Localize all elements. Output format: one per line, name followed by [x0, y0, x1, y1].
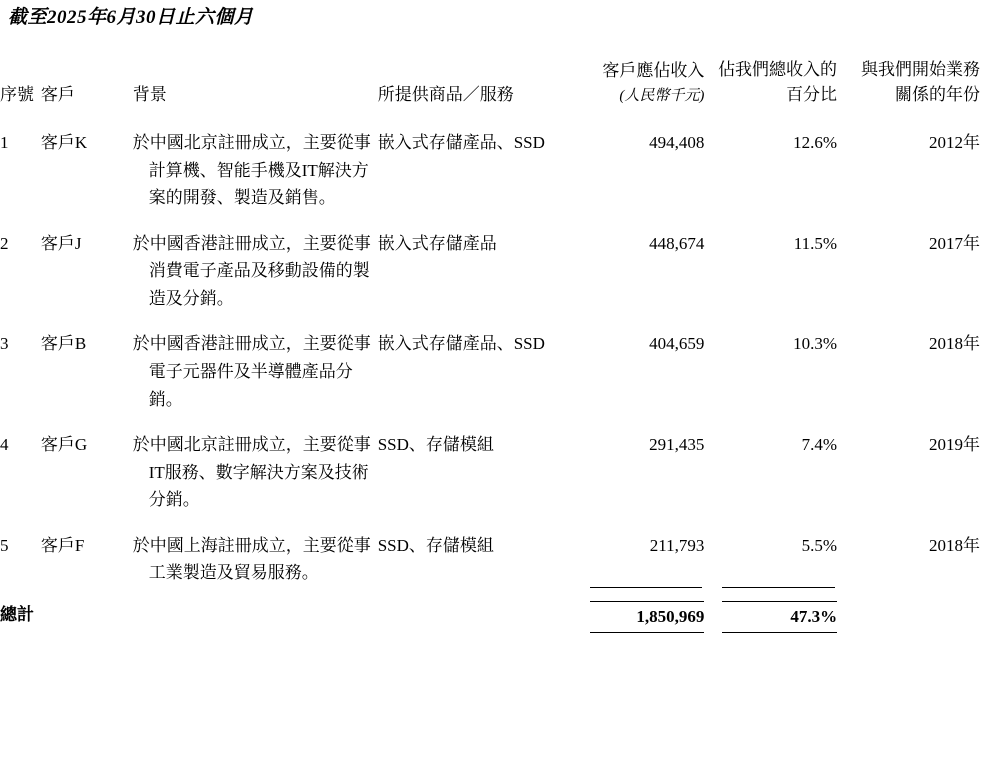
cell-goods [378, 431, 572, 514]
cell-goods [378, 532, 572, 587]
column-header-revenue [572, 58, 705, 111]
cell-percent: 7.4% [801, 435, 838, 455]
row-gap [0, 212, 980, 230]
cell-customer: 客戶K [40, 133, 88, 153]
cell-revenue: 211,793 [649, 535, 705, 555]
column-header-years-line2: 關係的年份 [895, 84, 980, 104]
cell-year: 2012年 [929, 133, 980, 153]
row-gap [0, 514, 980, 532]
cell-background-text: 於中國北京註冊成立，主要從事IT服務、數字解決方案及技術分銷。 [132, 435, 371, 510]
table-header-row [0, 58, 980, 111]
column-header-background: 背景 [132, 84, 167, 104]
cell-revenue: 494,408 [649, 133, 705, 153]
cell-no: 5 [0, 535, 9, 555]
cell-background [133, 532, 378, 587]
cell-revenue: 404,659 [649, 334, 705, 354]
cell-goods [378, 330, 572, 413]
period-heading: 截至2025年6月30日止六個月 [8, 7, 254, 28]
total-percent [704, 601, 837, 634]
column-header-goods: 所提供商品／服務 [377, 84, 514, 104]
cell-percent: 5.5% [801, 535, 838, 555]
cell-background-text: 於中國香港註冊成立，主要從事消費電子產品及移動設備的製造及分銷。 [132, 233, 371, 308]
total-revenue-value: 1,850,969 [590, 601, 705, 634]
row-gap [0, 413, 980, 431]
total-row [0, 601, 980, 634]
cell-revenue: 291,435 [649, 435, 705, 455]
cell-goods-text: SSD、存儲模組 [377, 535, 494, 555]
cell-year: 2018年 [929, 535, 980, 555]
cell-background-text: 於中國上海註冊成立，主要從事工業製造及貿易服務。 [132, 535, 371, 583]
cell-customer: 客戶B [40, 334, 87, 354]
total-label: 總計 [0, 604, 34, 624]
cell-customer: 客戶J [40, 233, 82, 253]
percent-rule [722, 587, 835, 588]
cell-goods-text: 嵌入式存儲產品 [377, 233, 497, 253]
total-revenue [572, 601, 705, 634]
column-header-percent [704, 58, 837, 111]
cell-percent: 12.6% [793, 133, 838, 153]
cell-no: 2 [0, 233, 9, 253]
cell-goods [378, 129, 572, 212]
subtotal-rule-row [0, 587, 980, 601]
cell-year: 2018年 [929, 334, 980, 354]
cell-percent: 11.5% [793, 233, 838, 253]
table-body [0, 111, 980, 633]
cell-goods [378, 230, 572, 313]
cell-background [133, 431, 378, 514]
cell-customer: 客戶G [40, 435, 88, 455]
cell-no: 4 [0, 435, 9, 455]
table-row [0, 230, 980, 313]
cell-no: 1 [0, 133, 9, 153]
cell-year: 2017年 [929, 233, 980, 253]
customer-table [0, 58, 980, 633]
cell-background [133, 330, 378, 413]
table-row [0, 330, 980, 413]
cell-goods-text: 嵌入式存儲產品、SSD [377, 334, 545, 354]
column-header-percent-line1: 佔我們總收入的 [718, 60, 838, 79]
column-header-no: 序號 [0, 84, 34, 104]
cell-year: 2019年 [929, 435, 980, 455]
revenue-rule [590, 587, 703, 588]
header-gap [0, 111, 980, 129]
table-row [0, 532, 980, 587]
cell-no: 3 [0, 334, 9, 354]
cell-background-text: 於中國香港註冊成立，主要從事電子元器件及半導體產品分銷。 [132, 334, 371, 409]
cell-customer: 客戶F [40, 535, 85, 555]
table-row [0, 431, 980, 514]
column-header-revenue-line1: 客戶應佔收入 [602, 60, 705, 80]
cell-revenue: 448,674 [649, 233, 705, 253]
total-percent-value: 47.3% [722, 601, 837, 634]
row-gap [0, 312, 980, 330]
cell-background [133, 230, 378, 313]
cell-background [133, 129, 378, 212]
table-row [0, 129, 980, 212]
column-header-years [837, 58, 980, 111]
cell-goods-text: SSD、存儲模組 [377, 435, 494, 455]
table-header [0, 58, 980, 111]
column-header-years-line1: 與我們開始業務 [861, 60, 980, 79]
column-header-percent-line2: 百分比 [786, 84, 838, 104]
column-header-revenue-unit: (人民幣千元) [619, 87, 705, 104]
cell-percent: 10.3% [793, 334, 838, 354]
cell-background-text: 於中國北京註冊成立，主要從事計算機、智能手機及IT解決方案的開發、製造及銷售。 [132, 133, 371, 208]
column-header-customer: 客戶 [40, 84, 75, 104]
cell-goods-text: 嵌入式存儲產品、SSD [377, 133, 545, 153]
